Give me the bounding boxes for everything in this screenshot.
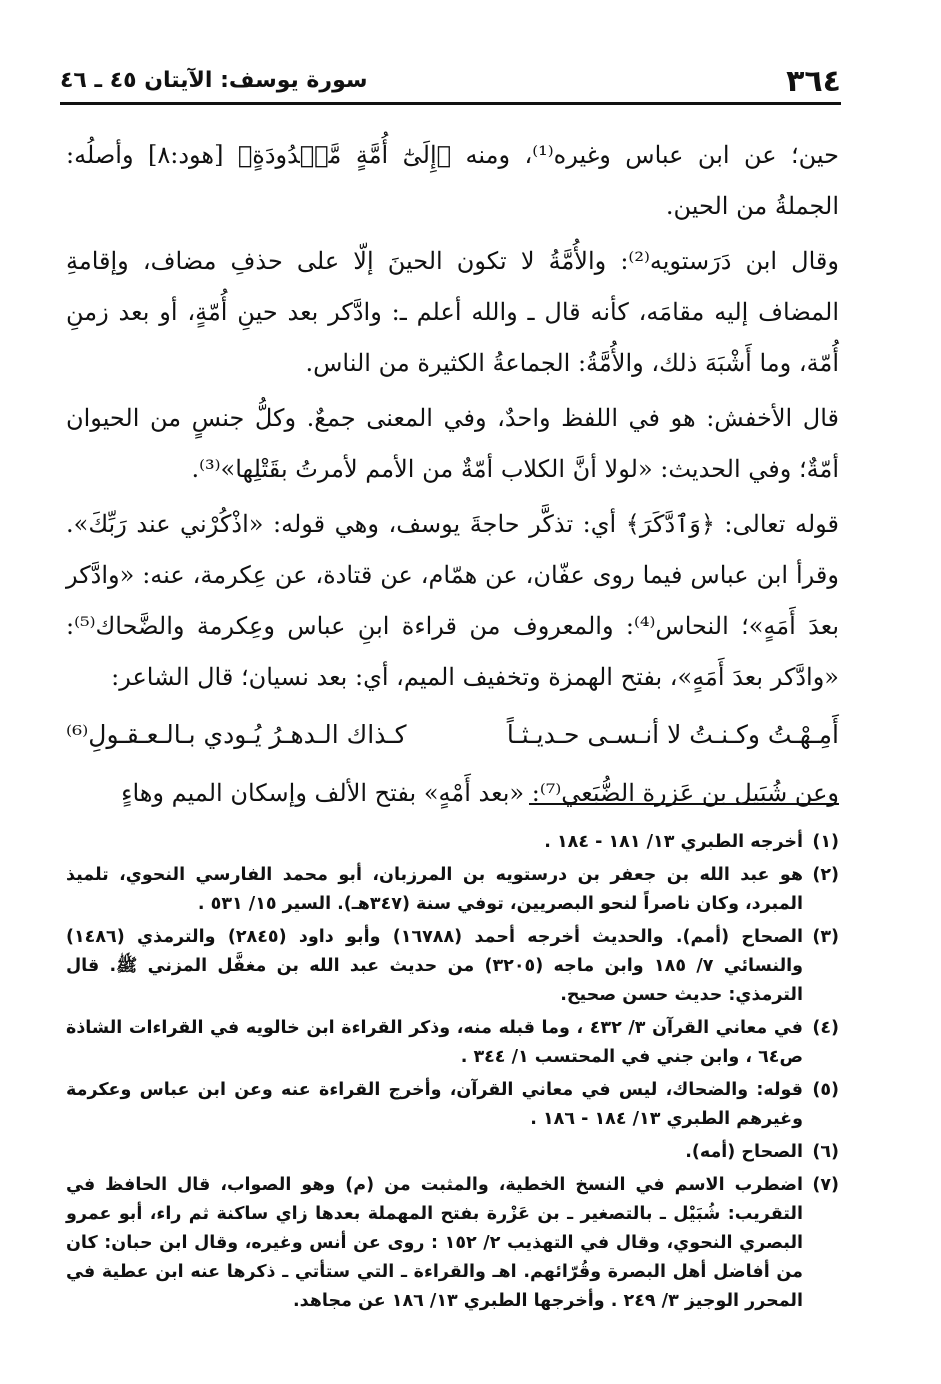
footnote-number: (٤) xyxy=(812,1018,839,1038)
footnote-number: (٣) xyxy=(812,927,839,947)
footnote xyxy=(66,923,839,1010)
paragraph-3: قال الأخفش: هو في اللفظ واحدٌ، وفي المعنى جمعٌ. وكلُّ جنسٍ من الحيوان أمّةٌ؛ وفي الحديث: «لولا أنَّ الكلاب أمّةٌ من الأمم لأمرتُ بقَتْلِها»⁽³⁾. xyxy=(66,404,839,483)
footnotes xyxy=(66,828,839,1320)
footnote-text: قوله: والضحاك، ليس في معاني القرآن، وأخرج القراءة عنه وعن ابن عباس وعكرمة وغيرهم الطبري ١٣/ ١٨٤ - ١٨٦ . xyxy=(66,1080,803,1129)
footnote xyxy=(66,1014,839,1072)
footnote-text: أخرجه الطبري ١٣/ ١٨١ - ١٨٤ . xyxy=(544,832,803,852)
footnote-number: (٧) xyxy=(812,1175,839,1195)
running-head: سورة يوسف: الآيتان ٤٥ ـ ٤٦ xyxy=(60,68,368,93)
page-header xyxy=(60,62,841,105)
paragraph-4: قوله تعالى: ﴿وَٱدَّكَرَ﴾ أي: تذكَّر حاجةَ يوسف، وهي قوله: «اذْكُرْني عند رَبِّكَ». وقرأ ابن عباس فيما روى عفّان، عن همّام، عن قتادة، عن عِكرمة، عنه: «وادَّكر بعدَ أَمَهٍ»؛ النحاس⁽⁴⁾: والمعروف من قراءة ابنِ عباس وعِكرمة والضَّحاك⁽⁵⁾: «وادَّكر بعدَ أَمَهٍ»، بفتح الهمزة وتخفيف الميم، أي: بعد نسيان؛ قال الشاعر: xyxy=(66,510,840,691)
footnote xyxy=(66,1076,839,1134)
footnote-number: (٦) xyxy=(812,1142,839,1162)
footnote xyxy=(66,1171,839,1316)
verse-second-hemistich: كـذاك الـدهـرُ يُـودي بـالـعـقـولِ⁽⁶⁾ xyxy=(66,720,407,749)
footnote xyxy=(66,828,839,857)
paragraph-1: حين؛ عن ابن عباس وغيره⁽¹⁾، ومنه ﴿إِلَىٰٓ أُمَّةٍ مَّعۡدُودَةٍ﴾ [هود:٨] وأصلُه: الجملةُ من الحين. xyxy=(66,141,839,220)
footnote-number: (٢) xyxy=(812,865,839,885)
paragraph-5: وعن شُبَيل بن عَزرة الضُّبَعي⁽⁷⁾: «بعد أَمْهٍ» بفتح الألف وإسكان الميم وهاءٍ xyxy=(121,779,839,807)
footnote-separator xyxy=(529,803,839,805)
footnote-number: (٥) xyxy=(812,1080,839,1100)
footnote xyxy=(66,861,839,919)
footnote-text: الصحاح (أمم). والحديث أخرجه أحمد (١٦٧٨٨) وأبو داود (٢٨٤٥) والترمذي (١٤٨٦) والنسائي ٧/ ١٨٥ وابن ماجه (٣٢٠٥) من حديث عبد الله بن مغفَّل المزني ﷺ. قال الترمذي: حديث حسن صحيح. xyxy=(66,927,804,1005)
footnote-text: هو عبد الله بن جعفر بن درستويه بن المرزبان، أبو محمد الفارسي النحوي، تلميذ المبرد، وكان ناصراً لنحو البصريين، توفي سنة (٣٤٧هـ). السير ١٥/ ٥٣١ . xyxy=(66,865,803,914)
verse-first-hemistich: أَمِـهْـتُ وكـنـتُ لا أنـسـى حـديـثـاً xyxy=(506,720,839,749)
footnote-text: الصحاح (أمه). xyxy=(685,1142,803,1162)
main-text xyxy=(66,130,839,819)
footnote-number: (١) xyxy=(812,832,839,852)
poetry-verse xyxy=(66,707,839,762)
footnote-text: في معاني القرآن ٣/ ٤٣٢ ، وما قبله منه، وذكر القراءة ابن خالويه في القراءات الشاذة ص٦٤ ، وابن جني في المحتسب ١/ ٣٤٤ . xyxy=(66,1018,804,1067)
footnote-text: اضطرب الاسم في النسخ الخطية، والمثبت من (م) وهو الصواب، قال الحافظ في التقريب: شُبَيْل ـ بالتصغير ـ بن عَزْرة بفتح المهملة بعدها زاي ساكنة ثم راء، أبو عمرو البصري النحوي، وقال في التهذيب ٢/ ١٥٢ : روى عن أنس وغيره، وقال ابن حبان: كان من أفاضل أهل البصرة وقُرّائهم. اهـ والقراءة ـ التي ستأتي ـ ذكرها عنه ابن عطية في المحرر الوجيز ٣/ ٢٤٩ . وأخرجها الطبري ١٣/ ١٨٦ عن مجاهد. xyxy=(66,1175,804,1311)
page-number: ٣٦٤ xyxy=(786,64,841,99)
footnote xyxy=(66,1138,839,1167)
paragraph-2: وقال ابن دَرَستويه⁽²⁾: والأُمَّةُ لا تكون الحينَ إلّا على حذفِ مضاف، وإقامةِ المضاف إليه مقامَه، كأنه قال ـ والله أعلم ـ: وادَّكر بعد حينِ أُمّةٍ، أو بعد زمنِ أُمّة، وما أَشْبَهَ ذلك، والأُمَّةُ: الجماعةُ الكثيرة من الناس. xyxy=(66,247,839,377)
